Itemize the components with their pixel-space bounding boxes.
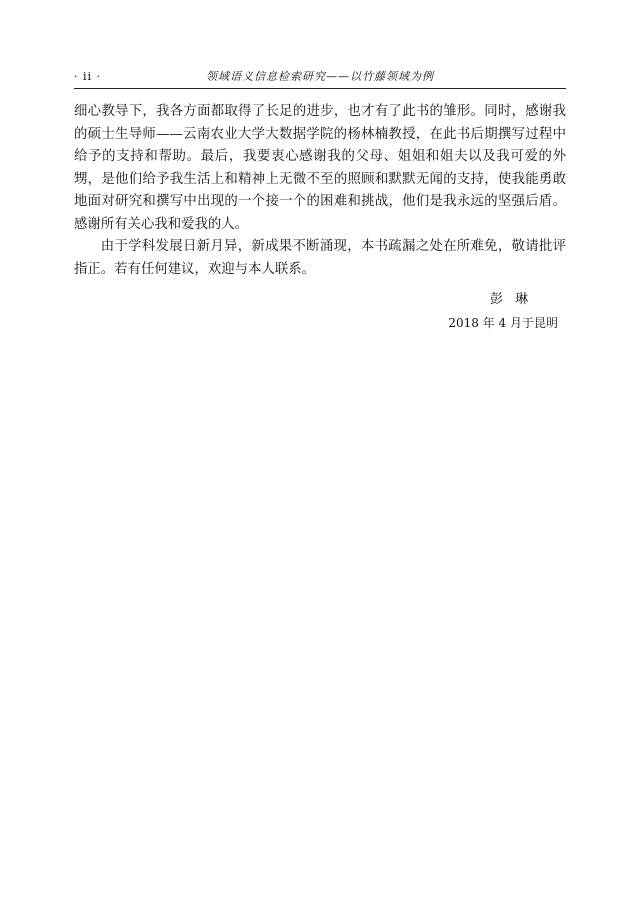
- body-text: [74, 101, 566, 281]
- page-number: · ii ·: [74, 70, 102, 83]
- signature-date-place: 2018 年 4 月于昆明: [448, 316, 558, 330]
- paragraph: 由于学科发展日新月异，新成果不断涌现，本书疏漏之处在所难免，敬请批评指正。若有任何建议，欢迎与本人联系。: [74, 239, 566, 277]
- book-title: 领域语义信息检索研究——以竹藤领域为例: [206, 70, 434, 83]
- running-head: [74, 68, 566, 86]
- author-signature: 彭琳: [489, 292, 540, 307]
- paragraph-continued: 细心教导下，我各方面都取得了长足的进步，也才有了此书的雏形。同时，感谢我的硕士生导师——云南农业大学大数据学院的杨林楠教授，在此书后期撰写过程中给予的支持和帮助。最后，我要衷心感谢我的父母、姐姐和姐夫以及我可爱的外甥，是他们给予我生活上和精神上无微不至的照顾和默默无闻的支持，使我能勇敢地面对研究和撰写中出现的一个接一个的困难和挑战，他们是我永远的坚强后盾。感谢所有关心我和爱我的人。: [74, 104, 566, 232]
- header-rule: [74, 88, 566, 89]
